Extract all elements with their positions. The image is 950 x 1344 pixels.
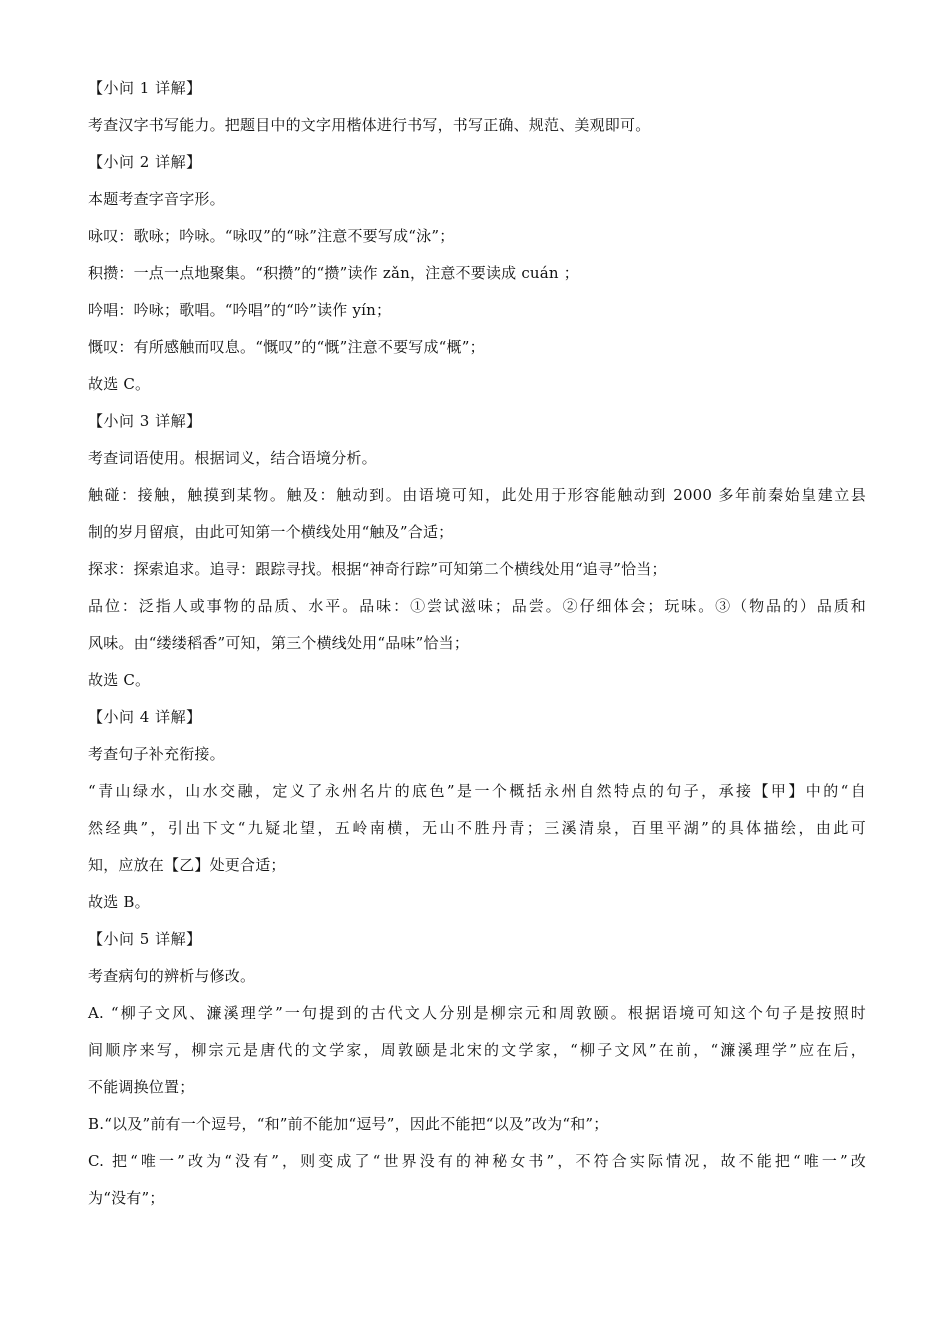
- section-heading: 【小问 4 详解】: [88, 708, 202, 726]
- text-line: 为“没有”；: [88, 1189, 165, 1207]
- answer-explanation: [88, 78, 866, 1225]
- text-line: A. “柳子文风、濂溪理学”一句提到的古代文人分别是柳宗元和周敦颐。根据语境可知这个句子是按照时: [88, 1004, 866, 1022]
- text-line: 吟唱：吟咏；歌唱。“吟唱”的“吟”读作 yín；: [88, 301, 392, 319]
- text-line: 故选 C。: [88, 375, 151, 393]
- text-line: 风味。由“缕缕稻香”可知，第三个横线处用“品味”恰当；: [88, 634, 470, 652]
- text-line: 探求：探索追求。追寻：跟踪寻找。根据“神奇行踪”可知第二个横线处用“追寻”恰当；: [88, 560, 667, 578]
- section-heading: 【小问 5 详解】: [88, 930, 202, 948]
- section-heading: 【小问 3 详解】: [88, 412, 202, 430]
- text-line: 咏叹：歌咏；吟咏。“咏叹”的“咏”注意不要写成“泳”；: [88, 227, 455, 245]
- section-heading: 【小问 2 详解】: [88, 153, 202, 171]
- text-line: B.“以及”前有一个逗号，“和”前不能加“逗号”，因此不能把“以及”改为“和”；: [88, 1115, 609, 1133]
- text-line: 考查词语使用。根据词义，结合语境分析。: [88, 449, 377, 467]
- text-line: 间顺序来写，柳宗元是唐代的文学家，周敦颐是北宋的文学家，“柳子文风”在前，“濂溪理学”应在后，: [88, 1041, 866, 1059]
- text-line: 考查汉字书写能力。把题目中的文字用楷体进行书写，书写正确、规范、美观即可。: [88, 116, 651, 134]
- text-line: 故选 C。: [88, 671, 151, 689]
- text-line: 品位：泛指人或事物的品质、水平。品味：①尝试滋味；品尝。②仔细体会；玩味。③（物品的）品质和: [88, 597, 866, 615]
- text-line: 本题考查字音字形。: [88, 190, 225, 208]
- text-line: 触碰：接触，触摸到某物。触及：触动到。由语境可知，此处用于形容能触动到 2000 多年前秦始皇建立县: [88, 486, 866, 504]
- text-line: 知，应放在【乙】处更合适；: [88, 856, 286, 874]
- text-line: 然经典”，引出下文“九疑北望，五岭南横，无山不胜丹青；三溪清泉，百里平湖”的具体描绘，由此可: [88, 819, 866, 837]
- text-line: “青山绿水，山水交融，定义了永州名片的底色”是一个概括永州自然特点的句子，承接【甲】中的“自: [88, 782, 866, 800]
- text-line: 积攒：一点一点地聚集。“积攒”的“攒”读作 zǎn，注意不要读成 cuán ；: [88, 264, 579, 282]
- text-line: 故选 B。: [88, 893, 150, 911]
- text-line: 制的岁月留痕，由此可知第一个横线处用“触及”合适；: [88, 523, 454, 541]
- text-line: C. 把“唯一”改为“没有”，则变成了“世界没有的神秘女书”，不符合实际情况，故不能把“唯一”改: [88, 1152, 866, 1170]
- text-line: 考查句子补充衔接。: [88, 745, 225, 763]
- section-heading: 【小问 1 详解】: [88, 79, 202, 97]
- text-line: 不能调换位置；: [88, 1078, 195, 1096]
- text-line: 慨叹：有所感触而叹息。“慨叹”的“慨”注意不要写成“概”；: [88, 338, 485, 356]
- text-line: 考查病句的辨析与修改。: [88, 967, 256, 985]
